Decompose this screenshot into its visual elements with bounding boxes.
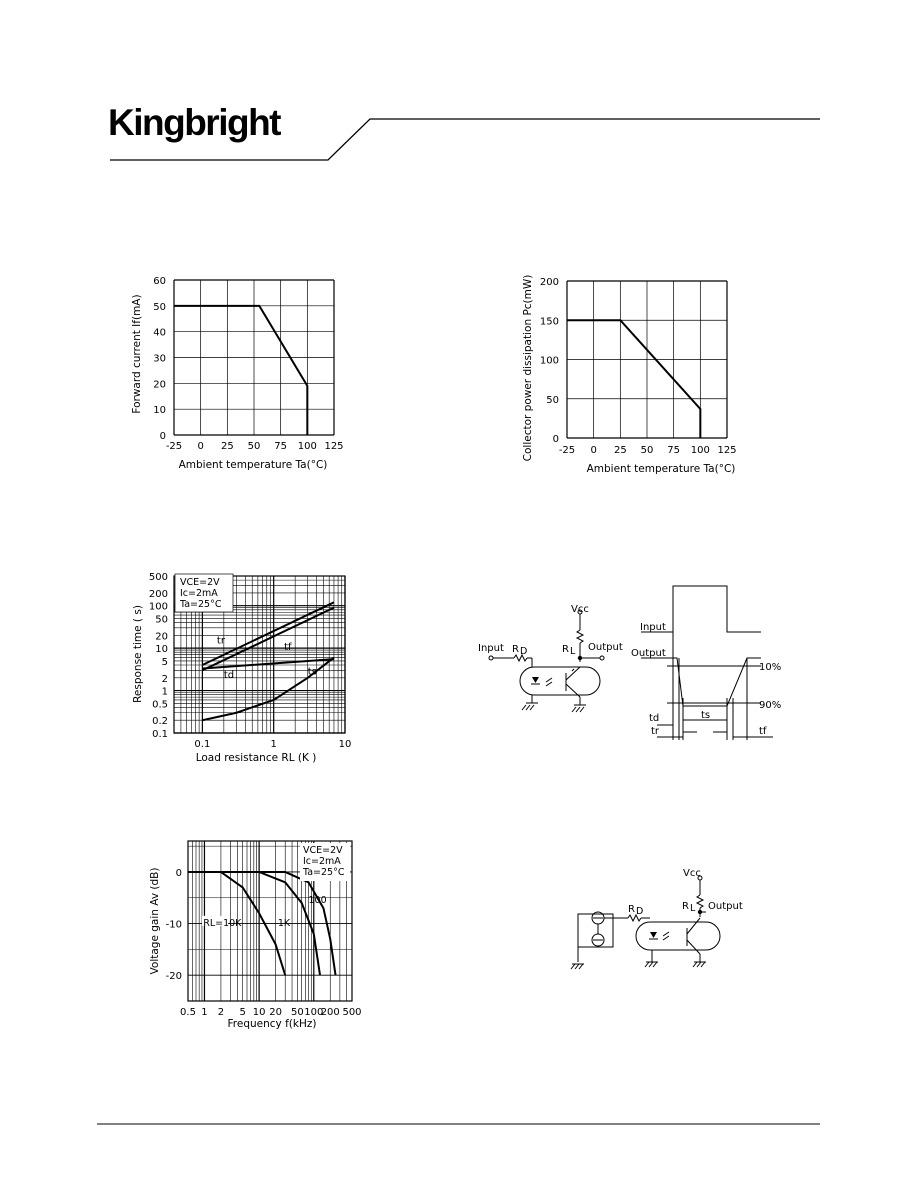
chart4-cond-ic: Ic=2mA [303,856,341,867]
chart2-x-tick: 50 [640,445,654,456]
chart3-label-td: td [223,669,235,681]
response-circuit-rl-label: R [562,644,569,655]
power-dissipation-chart [515,270,755,480]
chart1-y-tick: 10 [153,405,166,417]
switching-waveform-diagram [631,580,787,745]
gain-circuit-output-label: Output [708,901,743,912]
chart2-xlabel: Ambient temperature Ta(°C) [586,463,736,475]
chart2-x-tick: -25 [558,445,576,456]
waveform-ts-label: ts [701,710,711,721]
chart4-cond-vce: VCE=2V [303,845,343,856]
chart1-y-tick: 20 [153,379,166,391]
chart1-ylabel: Forward current If(mA) [131,294,143,414]
chart3-label-tr: tr [216,635,225,647]
chart3-y-tick: 10 [155,644,168,656]
chart2-y-tick: 100 [539,355,559,367]
chart1-y-tick: 0 [159,431,166,442]
chart2-x-tick: 125 [717,445,737,456]
chart4-x-tick: 2 [217,1007,225,1018]
chart1-y-tick: 60 [153,276,166,287]
voltage-gain-chart [140,833,370,1038]
chart3-cond-vce: VCE=2V [180,577,220,588]
chart1-x-tick: 25 [220,441,234,452]
chart4-cond-ta: Ta=25°C [303,867,345,878]
gain-circuit-rl-label: R [682,901,689,912]
chart3-cond-ic: Ic=2mA [180,588,218,599]
chart3-y-tick: 5 [161,656,168,668]
chart1-xlabel: Ambient temperature Ta(°C) [178,459,328,471]
waveform-tr-label: tr [651,726,660,737]
chart2-y-tick: 0 [552,434,559,445]
chart4-xlabel: Frequency f(kHz) [227,1018,317,1030]
chart2-y-tick: 50 [546,394,559,406]
chart3-y-tick: 0.5 [152,699,168,711]
chart4-y-tick: 0 [175,867,182,879]
chart4-label-1k: 1K [277,918,291,930]
chart4-x-tick: 5 [239,1007,246,1018]
chart2-y-tick: 150 [539,316,559,328]
chart4-x-tick: 10 [252,1007,266,1018]
header-rule [0,0,918,200]
brand-logo: Kingbright [108,102,281,143]
gain-circuit-vcc-label: Vcc [683,868,701,879]
response-circuit-output-label: Output [588,642,623,653]
chart2-y-tick: 200 [539,277,559,288]
chart4-y-tick: -10 [165,919,182,931]
waveform-90pct-label: 90% [759,700,782,711]
chart1-y-tick: 30 [153,353,166,365]
chart3-y-tick: 0.2 [152,716,168,728]
chart2-x-tick: 100 [690,445,710,456]
chart4-x-tick: 100 [304,1007,324,1018]
chart1-x-tick: 125 [324,441,344,452]
chart2-ylabel: Collector power dissipation Pc(mW) [522,274,534,462]
chart3-x-tick: 10 [338,739,352,750]
footer-rule [0,1115,918,1135]
response-circuit-vcc-label: Vcc [571,604,589,615]
response-circuit-rd-sub: D [520,646,528,657]
chart1-x-tick: 0 [197,441,204,452]
chart4-x-tick: 50 [290,1007,304,1018]
waveform-output-label: Output [631,648,666,659]
chart3-y-tick: 2 [161,673,168,685]
chart4-x-tick: 500 [342,1007,362,1018]
chart3-y-tick: 0.1 [152,729,168,740]
waveform-input-label: Input [640,622,666,633]
chart3-y-tick: 200 [148,588,168,600]
chart4-x-tick: 20 [269,1007,282,1018]
chart3-x-tick: 1 [270,739,277,750]
chart3-y-tick: 50 [155,614,168,626]
chart3-ylabel: Response time ( s) [132,605,144,703]
chart1-x-tick: 100 [297,441,317,452]
response-circuit-rl-sub: L [570,646,576,657]
chart4-y-tick: -20 [165,971,182,983]
gain-circuit-rl-sub: L [690,903,696,914]
gain-circuit-rd-label: R [628,904,635,915]
chart1-x-tick: 50 [247,441,261,452]
gain-circuit-rd-sub: D [636,906,644,917]
waveform-tf-label: tf [759,726,767,737]
chart1-x-tick: -25 [165,441,183,452]
chart3-y-tick: 1 [161,686,168,698]
chart3-y-tick: 500 [148,572,168,583]
chart3-label-ts: ts [307,666,317,678]
chart4-label-10k: RL=10K [203,918,242,930]
chart3-label-tf: tf [284,642,292,654]
chart3-y-tick: 100 [148,601,168,613]
chart1-y-tick: 50 [153,301,166,313]
response-time-chart [125,568,365,770]
chart1-y-tick: 40 [153,327,166,339]
chart3-xlabel: Load resistance RL (K ) [195,752,317,764]
chart1-series-line [174,306,307,435]
chart2-x-tick: 25 [613,445,627,456]
chart2-x-tick: 0 [590,445,597,456]
chart2-series-line [567,320,700,438]
chart4-x-tick: 0.5 [180,1007,196,1018]
waveform-td-label: td [649,713,660,724]
response-circuit-rd-label: R [512,644,519,655]
chart4-x-tick: 1 [201,1007,208,1018]
chart2-x-tick: 75 [667,445,681,456]
chart4-x-tick: 200 [320,1007,340,1018]
response-circuit-input-label: Input [478,643,504,654]
chart3-cond-ta: Ta=25°C [180,599,222,610]
chart1-x-tick: 75 [274,441,288,452]
chart3-y-tick: 20 [155,631,168,643]
chart3-x-tick: 0.1 [194,739,211,750]
forward-current-chart [120,270,360,480]
chart4-label-100: 100 [308,894,327,906]
response-time-test-circuit [470,600,630,725]
frequency-test-circuit [570,862,750,982]
waveform-10pct-label: 10% [759,662,782,673]
chart4-ylabel: Voltage gain Av (dB) [149,867,161,975]
